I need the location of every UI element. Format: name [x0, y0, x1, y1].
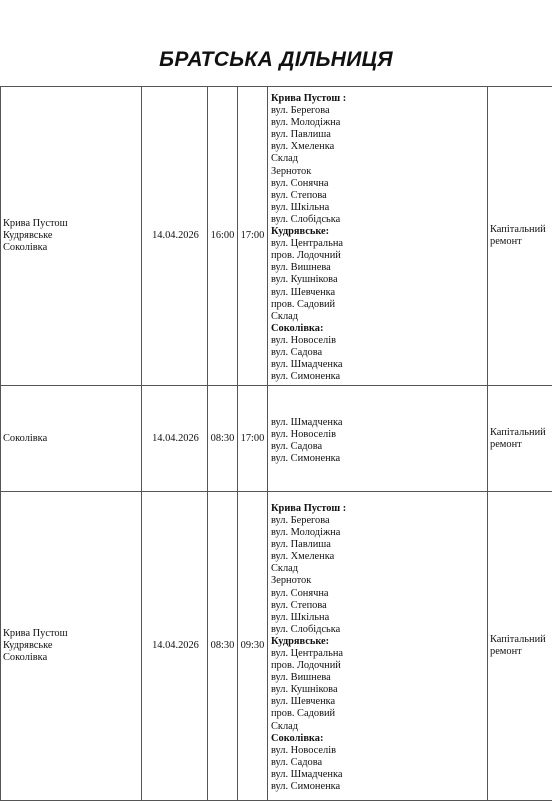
start-time-cell: 16:00	[208, 87, 238, 386]
street-item: вул. Симоненка	[271, 371, 485, 383]
street-item: вул. Шмадченка	[271, 417, 485, 429]
settlement-heading: Крива Пустош :	[271, 93, 485, 105]
settlement-heading: Кудрявське:	[271, 226, 485, 238]
settlement-heading: Крива Пустош :	[271, 503, 485, 515]
street-item: вул. Степова	[271, 600, 485, 612]
end-time-cell: 17:00	[238, 87, 268, 386]
street-item: вул. Слобідська	[271, 624, 485, 636]
end-time-cell: 09:30	[238, 492, 268, 801]
settlement-heading: Кудрявське:	[271, 636, 485, 648]
street-item: вул. Берегова	[271, 105, 485, 117]
end-time-cell: 17:00	[238, 386, 268, 492]
street-item: вул. Берегова	[271, 515, 485, 527]
street-item: Зерноток	[271, 575, 485, 587]
street-item: Склад	[271, 563, 485, 575]
street-item: Склад	[271, 721, 485, 733]
street-item: вул. Павлиша	[271, 129, 485, 141]
settlement-heading: Соколівка:	[271, 323, 485, 335]
street-item: Склад	[271, 153, 485, 165]
locations-cell	[1, 87, 142, 386]
street-item: вул. Кушнікова	[271, 274, 485, 286]
street-item: вул. Новоселів	[271, 429, 485, 441]
street-item: вул. Шевченка	[271, 696, 485, 708]
cell-line: Крива Пустош	[3, 628, 139, 640]
streets-cell	[268, 492, 488, 801]
cell-line: Соколівка	[3, 433, 139, 445]
street-item: вул. Кушнікова	[271, 684, 485, 696]
note-cell	[488, 87, 552, 386]
street-item: вул. Хмеленка	[271, 551, 485, 563]
locations-cell	[1, 386, 142, 492]
street-item: вул. Вишнева	[271, 262, 485, 274]
outage-table-1	[0, 86, 552, 492]
cell-line: Капітальний	[490, 427, 552, 439]
cell-line: Кудрявське	[3, 230, 139, 242]
cell-line: Капітальний	[490, 224, 552, 236]
start-time-cell: 08:30	[208, 492, 238, 801]
street-item: вул. Степова	[271, 190, 485, 202]
date-cell: 14.04.2026	[142, 492, 208, 801]
street-item: вул. Шкільна	[271, 202, 485, 214]
street-item: вул. Сонячна	[271, 588, 485, 600]
date-cell: 14.04.2026	[142, 87, 208, 386]
street-item: вул. Симоненка	[271, 453, 485, 465]
start-time-cell: 08:30	[208, 386, 238, 492]
street-item: Склад	[271, 311, 485, 323]
street-item: вул. Сонячна	[271, 178, 485, 190]
page-title: БРАТСЬКА ДІЛЬНИЦЯ	[0, 48, 552, 72]
note-cell	[488, 492, 552, 801]
cell-line: ремонт	[490, 646, 552, 658]
street-item: вул. Садова	[271, 441, 485, 453]
note-cell	[488, 386, 552, 492]
street-item: пров. Садовий	[271, 708, 485, 720]
street-item: вул. Хмеленка	[271, 141, 485, 153]
cell-line: Капітальний	[490, 634, 552, 646]
cell-line: Крива Пустош	[3, 218, 139, 230]
street-item: вул. Молодіжна	[271, 527, 485, 539]
streets-cell	[268, 386, 488, 492]
street-item: вул. Шмадченка	[271, 359, 485, 371]
street-item: вул. Симоненка	[271, 781, 485, 793]
street-item: вул. Центральна	[271, 238, 485, 250]
street-item: вул. Павлиша	[271, 539, 485, 551]
street-item: вул. Шкільна	[271, 612, 485, 624]
date-cell: 14.04.2026	[142, 386, 208, 492]
street-item: пров. Садовий	[271, 299, 485, 311]
street-item: Зерноток	[271, 166, 485, 178]
street-item: пров. Лодочний	[271, 660, 485, 672]
cell-line: ремонт	[490, 236, 552, 248]
street-item: вул. Вишнева	[271, 672, 485, 684]
street-item: вул. Шевченка	[271, 287, 485, 299]
street-item: вул. Садова	[271, 347, 485, 359]
table-row	[1, 87, 552, 386]
cell-line: ремонт	[490, 439, 552, 451]
street-item: вул. Новоселів	[271, 335, 485, 347]
street-item: вул. Центральна	[271, 648, 485, 660]
street-item: вул. Шмадченка	[271, 769, 485, 781]
street-item: пров. Лодочний	[271, 250, 485, 262]
outage-table-2	[0, 491, 552, 801]
street-item: вул. Слобідська	[271, 214, 485, 226]
locations-cell	[1, 492, 142, 801]
cell-line: Кудрявське	[3, 640, 139, 652]
settlement-heading: Соколівка:	[271, 733, 485, 745]
street-item: вул. Новоселів	[271, 745, 485, 757]
street-item: вул. Молодіжна	[271, 117, 485, 129]
streets-cell	[268, 87, 488, 386]
cell-line: Соколівка	[3, 652, 139, 664]
street-item: вул. Садова	[271, 757, 485, 769]
table-row	[1, 386, 552, 492]
cell-line: Соколівка	[3, 242, 139, 254]
table-row	[1, 492, 552, 801]
